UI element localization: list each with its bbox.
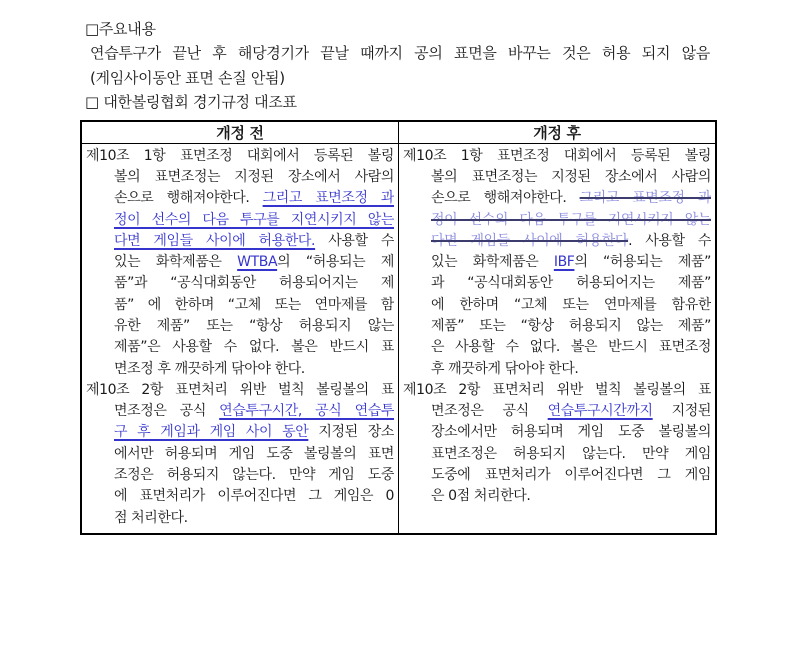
body-text: 의 “허용되는 제 <box>277 254 394 271</box>
text-line <box>86 210 394 231</box>
body-text: 표면조정은 허용되지 않는다. 만약 게임 <box>431 445 711 462</box>
body-text: 제품”은 사용할 수 없다. 볼은 반드시 표 <box>114 339 394 356</box>
body-text: 품”과 “공식대회동안 허용되어지는 제 <box>114 275 394 292</box>
revision-added-text: WTBA <box>237 254 278 271</box>
text-line <box>86 295 394 316</box>
text-line <box>86 422 394 443</box>
body-text: 있는 화학제품은 <box>114 254 238 271</box>
body-text: 손으로 행해져야한다. <box>114 190 263 207</box>
text-line <box>403 167 711 188</box>
text-line <box>86 167 394 188</box>
body-text: 장소에서만 허용되며 게임 도중 볼링볼의 <box>431 424 711 441</box>
body-text: 볼의 표면조정는 지정된 장소에서 사람의 <box>114 168 394 185</box>
body-text: 품” 에 한하며 “고체 또는 연마제를 함 <box>114 296 394 313</box>
body-text: 은 사용할 수 없다. 볼은 반드시 표면조정 <box>431 339 711 356</box>
after-revision-content <box>403 146 711 508</box>
body-text: 있는 화학제품은 <box>431 254 554 271</box>
text-line <box>86 401 394 422</box>
body-text: 면조정은 공식 <box>431 403 548 420</box>
body-text: 제10조 2항 표면처리 위반 벌칙 볼링볼의 표 <box>403 381 711 398</box>
text-line <box>86 444 394 465</box>
body-text: 의 “허용되는 제품” <box>574 254 711 271</box>
body-text: 제10조 1항 표면조정 대회에서 등록된 볼링 <box>86 147 394 164</box>
column-header-before-revision: 개정 전 <box>81 121 399 144</box>
summary-note: (게임사이동안 표면 손질 안됨) <box>90 68 285 87</box>
main-content-bullet: □주요내용 <box>85 20 156 38</box>
comparison-table-bullet: □ 대한볼링협회 경기규정 대조표 <box>85 93 297 112</box>
body-text: 후 깨끗하게 닦아야 한다. <box>431 360 579 377</box>
body-text: 면조정 후 깨끗하게 닦아야 한다. <box>114 360 305 377</box>
text-line <box>86 146 394 167</box>
text-line <box>403 295 711 316</box>
body-text: 에서만 허용되며 게임 도중 볼링볼의 표면 <box>114 445 394 462</box>
body-text: 에 표면처리가 이루어진다면 그 게임은 0 <box>114 488 394 505</box>
summary-line: 연습투구가 끝난 후 해당경기가 끝날 때까지 공의 표면을 바꾸는 것은 허용 되지 않음 <box>90 44 710 63</box>
text-line <box>403 422 711 443</box>
table-body-row <box>81 143 716 534</box>
text-line <box>403 188 711 209</box>
text-line <box>403 210 711 231</box>
text-line <box>86 380 394 401</box>
body-text: . 사용할 수 <box>628 232 711 249</box>
text-line <box>403 465 711 486</box>
body-text: 볼의 표면조정는 지정된 장소에서 사람의 <box>431 168 711 185</box>
body-text: 유한 제품” 또는 “항상 허용되지 않는 <box>114 318 394 334</box>
revision-removed-text: 정이 선수의 다음 투구를 지연시키지 않는 <box>431 211 711 228</box>
body-text: 에 한하며 “고체 또는 연마제를 함유한 <box>431 296 711 313</box>
text-line <box>86 188 394 209</box>
body-text: 조정은 허용되지 않는다. 만약 게임 도중 <box>114 467 394 484</box>
body-text: 지정된 <box>652 403 711 420</box>
body-text: 제10조 2항 표면처리 위반 벌칙 볼링볼의 표 <box>86 381 394 398</box>
before-revision-cell <box>81 143 399 534</box>
body-text: 과 “공식대회동안 허용되어지는 제품” <box>431 275 711 292</box>
text-line <box>403 486 711 507</box>
revision-removed-text: 그리고 표면조정 과 <box>579 190 711 207</box>
text-line <box>86 252 394 273</box>
text-line <box>86 231 394 252</box>
document-header <box>80 17 712 115</box>
body-text: 사용할 수 <box>315 232 394 249</box>
text-line <box>403 401 711 422</box>
revision-added-text: 구 후 게임과 게임 사이 동안 <box>114 424 309 441</box>
after-revision-cell <box>399 143 717 534</box>
revision-added-text: 다면 게임들 사이에 허용한다. <box>114 232 316 249</box>
text-line <box>403 337 711 358</box>
text-line <box>403 380 711 401</box>
before-revision-content <box>86 146 394 529</box>
revision-added-text: 정이 선수의 다음 투구를 지연시키지 않는 <box>114 211 394 228</box>
revision-added-text: 그리고 표면조정 과 <box>262 190 394 207</box>
table-header-row <box>81 121 716 144</box>
text-line <box>403 359 711 380</box>
regulation-comparison-table <box>80 120 717 535</box>
text-line <box>86 316 394 337</box>
text-line <box>86 359 394 380</box>
revision-added-text: 연습투구시간까지 <box>547 403 653 420</box>
column-header-after-revision: 개정 후 <box>399 121 717 144</box>
revision-added-text: IBF <box>553 254 575 271</box>
text-line <box>403 146 711 167</box>
text-line <box>403 231 711 252</box>
body-text: 점 처리한다. <box>114 509 188 526</box>
text-line <box>403 273 711 294</box>
text-line <box>86 486 394 507</box>
text-line <box>86 465 394 486</box>
body-text: 제품” 또는 “항상 허용되지 않는 제품” <box>431 318 711 334</box>
body-text: 도중에 표면처리가 이루어진다면 그 게임 <box>431 467 711 484</box>
text-line <box>403 316 711 337</box>
body-text: 면조정은 공식 <box>114 403 220 420</box>
body-text: 지정된 장소 <box>308 424 394 441</box>
text-line <box>403 252 711 273</box>
revision-added-text: 연습투구시간, 공식 연습투 <box>219 403 394 420</box>
body-text: 제10조 1항 표면조정 대회에서 등록된 볼링 <box>403 147 711 164</box>
text-line <box>86 337 394 358</box>
text-line <box>403 444 711 465</box>
body-text: 손으로 행해져야한다. <box>431 190 580 207</box>
revision-removed-text: 다면 게임들 사이에 허용한다 <box>431 232 629 249</box>
body-text: 은 0점 처리한다. <box>431 488 531 505</box>
text-line <box>86 508 394 529</box>
text-line <box>86 273 394 294</box>
